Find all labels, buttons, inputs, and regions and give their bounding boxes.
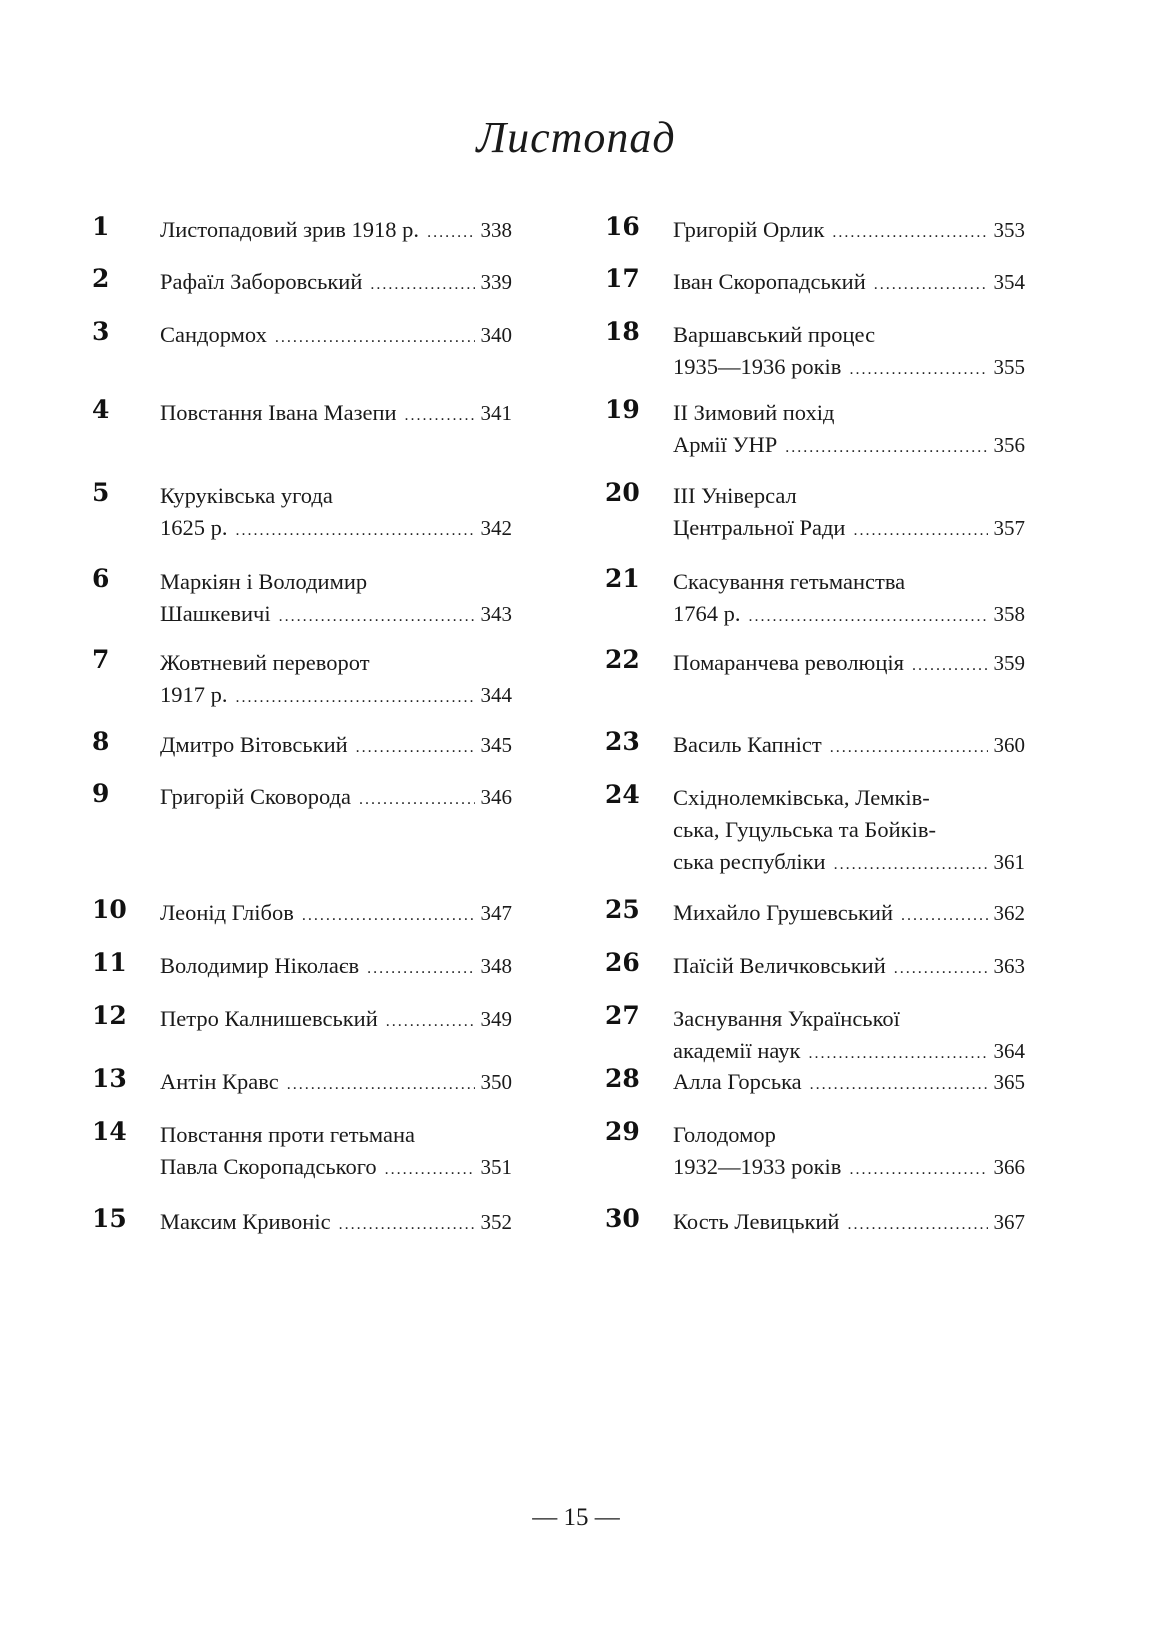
toc-entry-title-line: Помаранчева революція [673,650,904,675]
toc-entry-title-line: Володимир Ніколаєв [160,953,360,978]
toc-entry-title-line: Григорій Сковорода [160,784,352,809]
dot-leader [370,269,474,301]
toc-entry-title-line: Павла Скоропадського [160,1154,377,1179]
toc-entry-title-line: Жовтневий переворот [160,650,370,675]
toc-entry-title-line: Василь Капніст [673,732,822,757]
toc-entry-title [160,214,512,249]
toc-entry-number: 20 [605,478,640,507]
toc-entry-title-line: 1625 р. [160,515,228,540]
toc-entry-title [160,897,512,932]
toc-entry-title-line: ІІ Зимовий похід [673,400,835,425]
toc-entry-number: 4 [92,395,110,424]
toc-entry-number: 25 [605,895,640,924]
toc-entry-page: 366 [993,1155,1025,1179]
toc-entry-title-line: академії наук [673,1038,801,1063]
toc-entry-number: 17 [605,264,640,293]
toc-entry-title [673,397,1025,464]
toc-entry-title [160,566,512,633]
toc-entry-title-line: Антін Кравс [160,1069,279,1094]
toc-entry-last-line [673,1206,1025,1241]
toc-entry-title-line: Леонід Глібов [160,900,294,925]
dot-leader [356,732,475,764]
toc-entry-title-line: Повстання проти гетьмана [160,1122,415,1147]
toc-entry-number: 16 [605,212,640,241]
toc-entry-number: 29 [605,1117,640,1146]
toc-entry-last-line [673,351,1025,386]
dot-leader [785,432,987,464]
dot-leader [853,515,987,547]
toc-entry-title-line: 1917 р. [160,682,228,707]
toc-entry-title [160,1119,512,1186]
toc-entry-number: 23 [605,727,640,756]
page-number: — 15 — [532,1504,620,1531]
toc-entry-number: 14 [92,1117,127,1146]
toc-entry-title-line: Рафаїл Заборовський [160,269,363,294]
toc-entry-last-line [673,512,1025,547]
toc-entry-title-line: Шашкевичі [160,601,271,626]
toc-entry-title-line: Григорій Орлик [673,217,825,242]
toc-entry-number: 13 [92,1064,127,1093]
dot-leader [236,515,475,547]
toc-entry-title-line: 1932—1933 років [673,1154,842,1179]
toc-entry-page: 346 [480,785,512,809]
dot-leader [832,217,987,249]
toc-entry-number: 11 [92,948,127,977]
toc-entry-page: 339 [480,270,512,294]
toc-entry-page: 350 [480,1070,512,1094]
toc-entry-title-line: Куруківська угода [160,483,333,508]
toc-entry-last-line [160,897,512,932]
toc-entry-number: 22 [605,645,640,674]
toc-entry-last-line [160,679,512,714]
dot-leader [279,601,475,633]
toc-entry-page: 358 [993,602,1025,626]
toc-entry-page: 344 [480,683,512,707]
toc-entry-page: 355 [993,355,1025,379]
toc-entry-number: 1 [92,212,110,241]
toc-entry-number: 21 [605,564,640,593]
toc-entry-number: 24 [605,780,640,809]
toc-entry-page: 357 [993,516,1025,540]
toc-entry-last-line [673,950,1025,985]
toc-entry-page: 345 [480,733,512,757]
dot-leader [359,784,474,816]
toc-entry-title-line: Голодомор [673,1122,776,1147]
dot-leader [901,900,988,932]
dot-leader [405,400,475,432]
toc-entry-title [673,897,1025,932]
toc-entry-title [160,480,512,547]
toc-entry-title-line: Заснування Української [673,1006,900,1031]
dot-leader [847,1209,987,1241]
toc-entry-title-line: Східнолемківська, Лемків- [673,785,930,810]
dot-leader [427,217,474,249]
page-title: Листопад [476,113,676,162]
toc-entry-title-line: Кость Левицький [673,1209,840,1234]
toc-entry-last-line [160,512,512,547]
toc-entry-number: 19 [605,395,640,424]
dot-leader [749,601,988,633]
toc-entry-title-line: Листопадовий зрив 1918 р. [160,217,420,242]
toc-entry-title [160,1003,512,1038]
toc-entry-title-line: 1935—1936 років [673,354,842,379]
toc-entry-title-line: ІІІ Універсал [673,483,797,508]
dot-leader [834,849,988,881]
toc-entry-title-line: Маркіян і Володимир [160,569,368,594]
toc-entry-page: 347 [480,901,512,925]
dot-leader [287,1069,475,1101]
toc-entry-title-line: Центральної Ради [673,515,846,540]
toc-entry-title [673,782,1025,881]
dot-leader [385,1154,475,1186]
toc-entry-title [673,950,1025,985]
toc-entry-title-line: Паїсій Величковський [673,953,886,978]
toc-entry-page: 351 [480,1155,512,1179]
toc-entry-title-line: Варшавський процес [673,322,876,347]
dot-leader [874,269,988,301]
toc-entry-title [160,319,512,354]
toc-entry-title-line: Скасування гетьманства [673,569,906,594]
toc-entry-number: 2 [92,264,110,293]
toc-entry-last-line [673,846,1025,881]
dot-leader [386,1006,475,1038]
toc-entry-last-line [673,1066,1025,1101]
dot-leader [830,732,988,764]
toc-entry-title [160,266,512,301]
toc-entry-number: 6 [92,564,110,593]
toc-entry-last-line [160,1206,512,1241]
toc-entry-title [673,729,1025,764]
toc-entry-page: 341 [480,401,512,425]
toc-entry-title-line: Дмитро Вітовський [160,732,348,757]
dot-leader [849,1154,987,1186]
dot-leader [339,1209,475,1241]
toc-entry-title-line: ська республіки [673,849,826,874]
toc-entry-title [673,480,1025,547]
toc-entry-last-line [160,1151,512,1186]
toc-entry-title [673,1066,1025,1101]
toc-entry-number: 5 [92,478,110,507]
toc-entry-title [673,1206,1025,1241]
toc-entry-last-line [673,598,1025,633]
toc-entry-last-line [160,781,512,816]
toc-entry-number: 28 [605,1064,640,1093]
dot-leader [302,900,475,932]
toc-entry-last-line [673,729,1025,764]
toc-entry-last-line [160,950,512,985]
dot-leader [810,1069,988,1101]
toc-entry-number: 9 [92,779,110,808]
toc-entry-page: 349 [480,1007,512,1031]
toc-entry-number: 18 [605,317,640,346]
toc-entry-page: 365 [993,1070,1025,1094]
toc-entry-number: 7 [92,645,110,674]
toc-entry-title-line: Михайло Грушевський [673,900,893,925]
toc-entry-last-line [160,266,512,301]
toc-entry-page: 343 [480,602,512,626]
toc-entry-title-line: Максим Кривоніс [160,1209,331,1234]
dot-leader [912,650,988,682]
toc-entry-number: 26 [605,948,640,977]
toc-entry-title [673,1119,1025,1186]
toc-entry-number: 12 [92,1001,127,1030]
toc-entry-title [160,1206,512,1241]
toc-entry-title [160,397,512,432]
toc-entry-last-line [673,266,1025,301]
toc-entry-title-line: Повстання Івана Мазепи [160,400,397,425]
toc-entry-page: 361 [993,850,1025,874]
toc-entry-number: 8 [92,727,110,756]
toc-entry-last-line [673,1035,1025,1070]
toc-entry-page: 352 [480,1210,512,1234]
toc-entry-last-line [673,1151,1025,1186]
toc-entry-title-line: Сандормох [160,322,267,347]
toc-entry-title [160,647,512,714]
toc-entry-page: 363 [993,954,1025,978]
toc-entry-page: 359 [993,651,1025,675]
toc-entry-page: 362 [993,901,1025,925]
toc-entry-title [673,214,1025,249]
toc-entry-title [160,781,512,816]
toc-entry-number: 27 [605,1001,640,1030]
toc-entry-last-line [160,1003,512,1038]
dot-leader [894,953,988,985]
toc-entry-title [160,729,512,764]
toc-entry-page: 340 [480,323,512,347]
toc-entry-title [160,950,512,985]
toc-entry-last-line [673,897,1025,932]
toc-entry-page: 353 [993,218,1025,242]
toc-entry-title [673,266,1025,301]
toc-entry-title [673,319,1025,386]
dot-leader [275,322,475,354]
toc-entry-last-line [673,647,1025,682]
toc-entry-last-line [160,397,512,432]
toc-entry-title [673,566,1025,633]
toc-entry-title [673,1003,1025,1070]
toc-entry-page: 348 [480,954,512,978]
toc-entry-last-line [160,214,512,249]
toc-entry-page: 360 [993,733,1025,757]
dot-leader [849,354,987,386]
toc-entry-number: 15 [92,1204,127,1233]
toc-entry-title-line: Іван Скоропадський [673,269,866,294]
toc-entry-last-line [160,1066,512,1101]
toc-entry-title-line: Петро Калнишевський [160,1006,378,1031]
toc-entry-page: 356 [993,433,1025,457]
toc-entry-number: 30 [605,1204,640,1233]
toc-entry-title [160,1066,512,1101]
toc-entry-title-line: Армії УНР [673,432,778,457]
toc-entry-number: 3 [92,317,110,346]
toc-entry-last-line [160,729,512,764]
toc-entry-page: 338 [480,218,512,242]
toc-entry-title [673,647,1025,682]
dot-leader [367,953,474,985]
toc-entry-title-line: 1764 р. [673,601,741,626]
toc-entry-last-line [673,429,1025,464]
dot-leader [236,682,475,714]
toc-entry-last-line [160,319,512,354]
toc-entry-number: 10 [92,895,127,924]
toc-entry-page: 342 [480,516,512,540]
toc-entry-page: 367 [993,1210,1025,1234]
toc-entry-page: 364 [993,1039,1025,1063]
toc-entry-last-line [160,598,512,633]
toc-entry-page: 354 [993,270,1025,294]
toc-entry-title-line: Алла Горська [673,1069,802,1094]
toc-entry-title-line: ська, Гуцульська та Бойків- [673,817,936,842]
toc-entry-last-line [673,214,1025,249]
